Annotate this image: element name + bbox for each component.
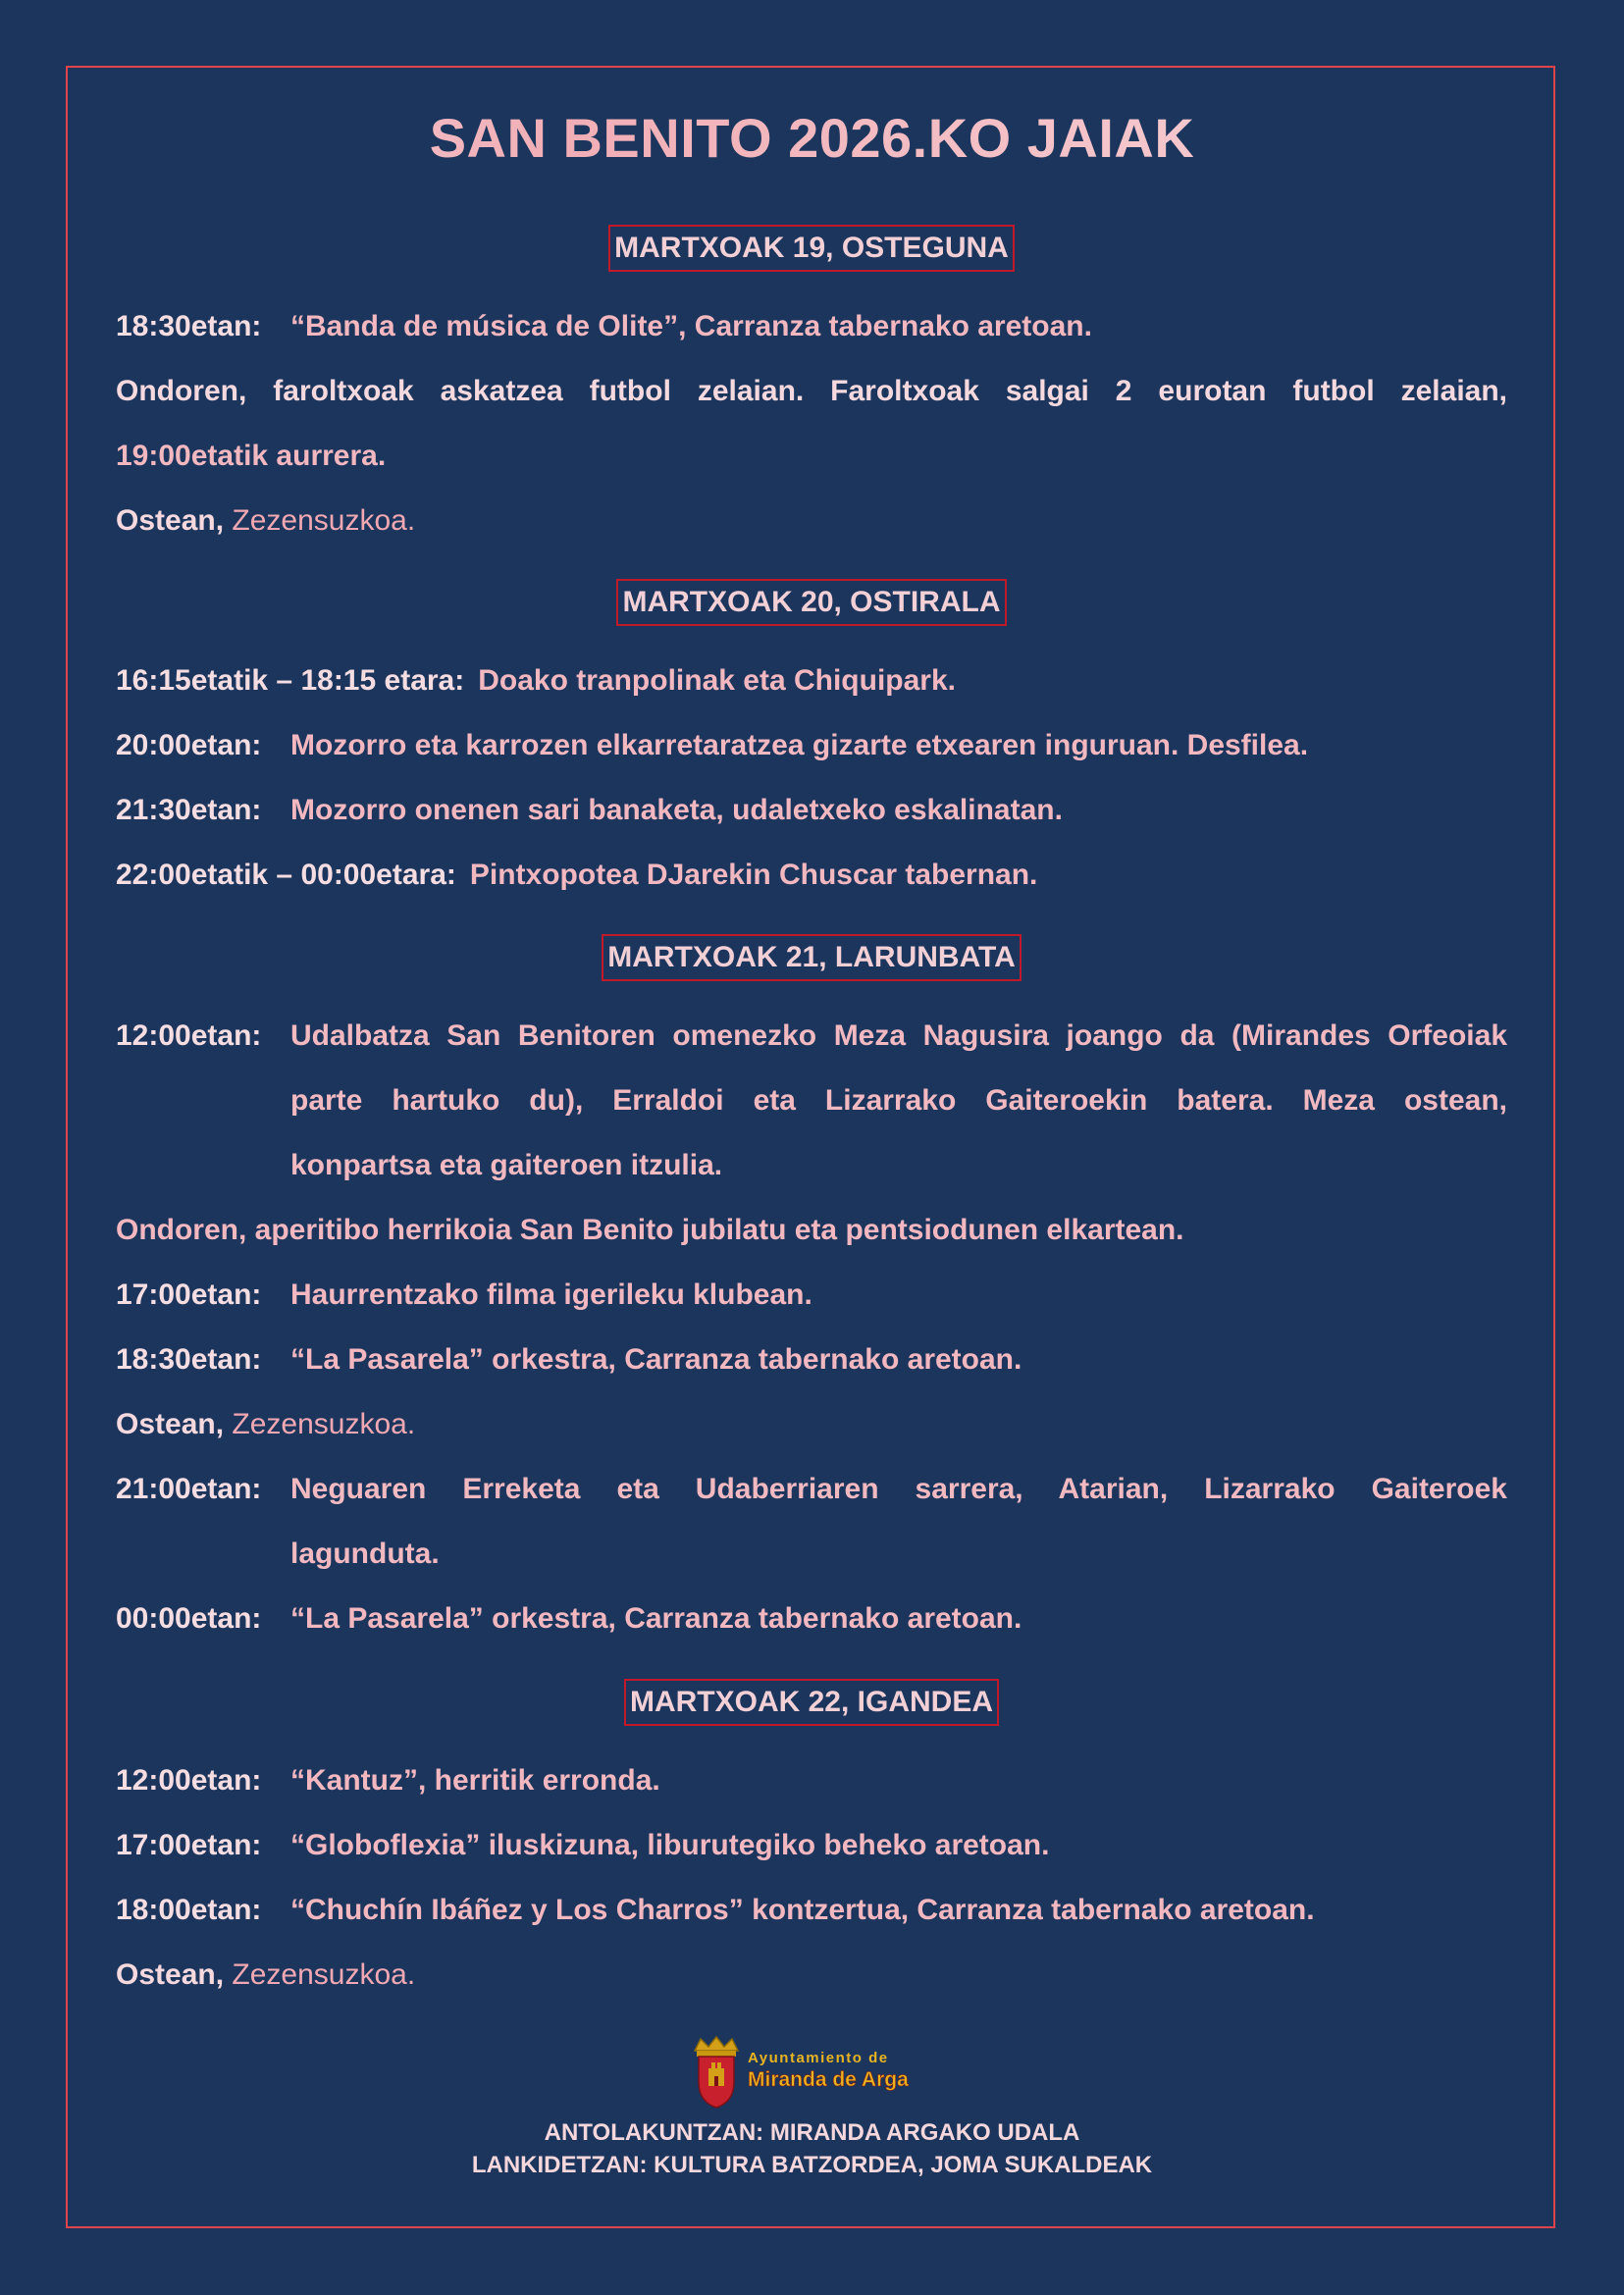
event-text: Mozorro eta karrozen elkarretaratzea gizarte etxearen inguruan. Desfilea. [290,729,1309,761]
event-time: 20:00etan: [116,729,262,761]
event-time: 17:00etan: [116,1278,262,1311]
event-row [116,1878,1507,1943]
event-time: 21:30etan: [116,794,262,826]
event-time: 18:00etan: [116,1894,262,1926]
day-header-wrap [116,934,1507,981]
event-text: “Kantuz”, herritik erronda. [290,1764,660,1797]
event-time: 21:00etan: [116,1473,262,1505]
logo [693,2033,928,2112]
event-text: Ondoren, aperitibo herrikoia San Benito jubilatu eta pentsiodunen elkartean. [116,1214,1184,1246]
event-row [116,489,1507,553]
coat-of-arms-icon [693,2033,928,2112]
event-lead: Ostean, [116,504,225,537]
event-text: “Globoflexia” iluskizuna, liburutegiko beheko aretoan. [290,1829,1050,1861]
day-header-wrap [116,225,1507,272]
event-text: Haurrentzako filma igerileku klubean. [290,1278,812,1311]
event-row [116,1328,1507,1392]
event-text-line: konpartsa eta gaiteroen itzulia. [290,1149,723,1181]
event-time: 17:00etan: [116,1829,262,1861]
footer-organizer: ANTOLAKUNTZAN: MIRANDA ARGAKO UDALA [544,2119,1080,2146]
event-lead: Ostean, [116,1958,225,1991]
event-text-line: parte hartuko du), Erraldoi eta Lizarrako Gaiteroekin batera. Meza ostean, [290,1084,1507,1117]
event-text: 19:00etatik aurrera. [116,440,387,472]
event-time: 18:30etan: [116,1343,262,1376]
page-title: SAN BENITO 2026.KO JAIAK [0,106,1624,170]
event-row [116,1813,1507,1878]
event-row [116,1198,1507,1263]
event-text: Doako tranpolinak eta Chiquipark. [478,664,956,697]
event-time: 12:00etan: [116,1019,262,1052]
event-text-line: Udalbatza San Benitoren omenezko Meza Nagusira joango da (Mirandes Orfeoiak [290,1019,1507,1052]
event-row [116,649,1507,713]
event-row [116,1943,1507,2008]
event-text-line: Neguaren Erreketa eta Udaberriaren sarrera, Atarian, Lizarrako Gaiteroek [290,1473,1507,1505]
logo-line2: Miranda de Arga [748,2068,909,2091]
event-text: “Banda de música de Olite”, Carranza tabernako aretoan. [290,310,1092,342]
event-row [116,778,1507,843]
event-text: Zezensuzkoa. [232,1408,416,1440]
event-time: 12:00etan: [116,1764,262,1797]
event-text: Mozorro onenen sari banaketa, udaletxeko eskalinatan. [290,794,1063,826]
event-row [116,1748,1507,1813]
event-row [116,1587,1507,1651]
event-time: 22:00etatik – 00:00etara: [116,859,456,891]
event-row [116,424,1507,489]
event-time: 00:00etan: [116,1602,262,1635]
event-row [116,1263,1507,1328]
event-text: “La Pasarela” orkestra, Carranza tabernako aretoan. [290,1343,1022,1376]
day-header: MARTXOAK 20, OSTIRALA [616,579,1006,626]
event-text: Pintxopotea DJarekin Chuscar tabernan. [469,859,1038,891]
event-text: Zezensuzkoa. [232,504,416,537]
footer-collaborators: LANKIDETZAN: KULTURA BATZORDEA, JOMA SUKALDEAK [471,2152,1153,2178]
event-text: Ondoren, faroltxoak askatzea futbol zelaian. Faroltxoak salgai 2 eurotan futbol zelaian, [116,375,1507,407]
event-row [116,294,1507,359]
event-row [116,359,1507,424]
logo-line1: Ayuntamiento de [748,2050,889,2066]
day-header-wrap [116,1679,1507,1726]
event-row [116,843,1507,908]
event-time: 16:15etatik – 18:15 etara: [116,664,465,697]
day-header-wrap [116,579,1507,626]
event-text: Zezensuzkoa. [232,1958,416,1991]
event-row [116,1392,1507,1457]
event-text: “Chuchín Ibáñez y Los Charros” kontzertua, Carranza tabernako aretoan. [290,1894,1315,1926]
event-text: “La Pasarela” orkestra, Carranza tabernako aretoan. [290,1602,1022,1635]
event-lead: Ostean, [116,1408,225,1440]
day-header: MARTXOAK 22, IGANDEA [624,1679,999,1726]
day-header: MARTXOAK 19, OSTEGUNA [608,225,1015,272]
event-time: 18:30etan: [116,310,262,342]
event-row [116,713,1507,778]
day-header: MARTXOAK 21, LARUNBATA [602,934,1022,981]
event-text-line: lagunduta. [290,1538,440,1570]
